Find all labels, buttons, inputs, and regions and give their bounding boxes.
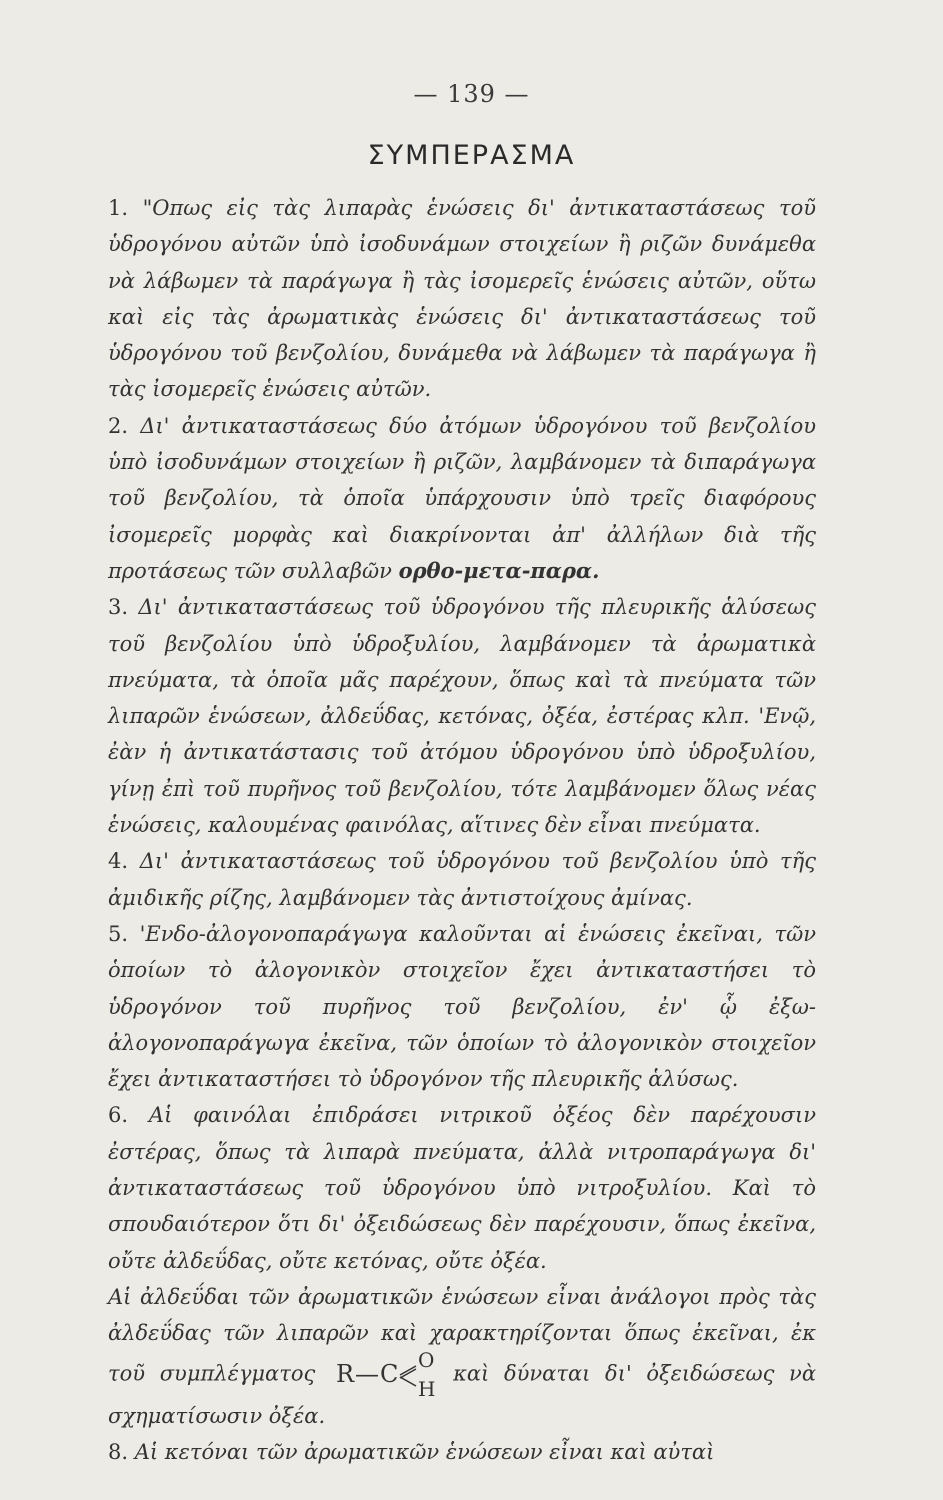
- paragraph-5: [108, 916, 816, 1097]
- formula-dash: —: [355, 1360, 380, 1389]
- paragraph-number: 8.: [108, 1439, 129, 1464]
- paragraph-number: 3.: [108, 595, 129, 620]
- paragraph-text: Δι' ἀντικαταστάσεως δύο ἀτόμων ὑδρογόνου τοῦ βενζολίου ὑπὸ ἰσοδυνάμων στοιχείων ἢ ριζῶν, λαμβάνομεν τὰ διπαράγωγα τοῦ βενζολίου, τὰ ὁποῖα ὑπάρχουσιν ὑπὸ τρεῖς διαφόρους ἰσομερεῖς μορφὰς καὶ διακρίνονται ἀπ' ἀλλήλων διὰ τῆς προτάσεως τῶν συλλαβῶν: [108, 413, 816, 583]
- paragraph-8: [108, 1434, 816, 1470]
- paragraph-text: Αἱ φαινόλαι ἐπιδράσει νιτρικοῦ ὀξέος δὲν παρέχουσιν ἐστέρας, ὅπως τὰ λιπαρὰ πνεύματα, ἀλλὰ νιτροπαράγωγα δι' ἀντικαταστάσεως τοῦ ὑδρογόνου ὑπὸ νιτροξυλίου. Καὶ τὸ σπουδαιότερον ὅτι δι' ὀξειδώσεως δὲν παρέχουσιν, ὅπως ἐκεῖνα, οὔτε ἀλδεΰδας, οὔτε κετόνας, οὔτε ὀξέα.: [108, 1103, 816, 1273]
- formula-r: R: [335, 1360, 355, 1389]
- formula-bonds: [398, 1347, 436, 1401]
- paragraph-4: [108, 843, 816, 916]
- formula-h: H: [418, 1376, 436, 1401]
- paragraph-text-continued: καὶ δύναται δι' ὀξειδώσεως νὰ σχηματίσωσιν ὀξέα.: [108, 1361, 817, 1428]
- paragraph-1: [108, 190, 816, 408]
- paragraph-text: 'Ενδο-ἀλογονοπαράγωγα καλοῦνται αἱ ἑνώσεις ἐκεῖναι, τῶν ὁποίων τὸ ἀλογονικὸν στοιχεῖον ἔχει ἀντικαταστήσει τὸ ὑδρογόνον τοῦ πυρῆνος τοῦ βενζολίου, ἐν' ᾧ ἐξω-ἀλογονοπαράγωγα ἐκεῖνα, τῶν ὁποίων τὸ ἀλογονικὸν στοιχεῖον ἔχει ἀντικαταστήσει τὸ ὑδρογόνον τῆς πλευρικῆς ἁλύσως.: [108, 921, 816, 1092]
- paragraph-text: Αἱ κετόναι τῶν ἀρωματικῶν ἑνώσεων εἶναι καὶ αὐταὶ: [134, 1439, 715, 1464]
- body-text: [108, 190, 816, 1470]
- paragraph-7: [108, 1279, 816, 1434]
- paragraph-2: [108, 408, 816, 589]
- paragraph-number: 1.: [108, 196, 129, 220]
- paragraph-text: Δι' ἀντικαταστάσεως τοῦ ὑδρογόνου τῆς πλευρικῆς ἁλύσεως τοῦ βενζολίου ὑπὸ ὑδροξυλίου, λαμβάνομεν τὰ ἀρωματικὰ πνεύματα, τὰ ὁποῖα μᾶς παρέχουν, ὅπως καὶ τὰ πνεύματα τῶν λιπαρῶν ἑνώσεων, ἀλδεΰδας, κετόνας, ὀξέα, ἐστέρας κλπ. 'Ενῷ, ἐὰν ἡ ἀντικατάστασις τοῦ ἀτόμου ὑδρογόνου ὑπὸ ὑδροξυλίου, γίνῃ ἐπὶ τοῦ πυρῆνος τοῦ βενζολίου, τότε λαμβάνομεν ὅλως νέας ἑνώσεις, καλουμένας φαινόλας, αἵτινες δὲν εἶναι πνεύματα.: [108, 595, 816, 838]
- paragraph-number: 4.: [108, 849, 129, 874]
- paragraph-number: 5.: [108, 921, 129, 946]
- paragraph-text: Δι' ἀντικαταστάσεως τοῦ ὑδρογόνου τοῦ βενζολίου ὑπὸ τῆς ἀμιδικῆς ρίζης, λαμβάνομεν τὰς ἀντιστοίχους ἀμίνας.: [108, 849, 816, 910]
- paragraph-text: "Οπως εἰς τὰς λιπαρὰς ἑνώσεις δι' ἀντικαταστάσεως τοῦ ὑδρογόνου αὐτῶν ὑπὸ ἰσοδυνάμων στοιχείων ἢ ριζῶν δυνάμεθα νὰ λάβωμεν τὰ παράγωγα ἢ τὰς ἰσομερεῖς ἑνώσεις αὐτῶν, οὕτω καὶ εἰς τὰς ἀρωματικὰς ἑνώσεις δι' ἀντικαταστάσεως τοῦ ὑδρογόνου τοῦ βενζολίου, δυνάμεθα νὰ λάβωμεν τὰ παράγωγα ἢ τὰς ἰσομερεῖς ἑνώσεις αὐτῶν.: [108, 196, 816, 402]
- paragraph-text: Αἱ ἀλδεΰδαι τῶν ἀρωματικῶν ἑνώσεων εἶναι ἀνάλογοι πρὸς τὰς ἀλδεΰδας τῶν λιπαρῶν καὶ χαρακτηρίζονται ὅπως ἐκεῖναι, ἐκ τοῦ συμπλέγματος: [108, 1284, 816, 1385]
- paragraph-6: [108, 1097, 816, 1278]
- single-bond-line: [400, 1377, 416, 1386]
- formula-c: C: [380, 1360, 399, 1389]
- paragraph-number: 6.: [108, 1103, 129, 1128]
- page-title: ΣΥΜΠΕΡΑΣΜΑ: [367, 140, 576, 171]
- aldehyde-formula: [335, 1347, 436, 1401]
- paragraph-3: [108, 589, 816, 843]
- formula-o: O: [418, 1347, 435, 1372]
- page-number: — 139 —: [413, 80, 530, 108]
- paragraph-number: 2.: [108, 413, 129, 438]
- ortho-meta-para-term: ορθο-μετα-παρα.: [398, 557, 600, 583]
